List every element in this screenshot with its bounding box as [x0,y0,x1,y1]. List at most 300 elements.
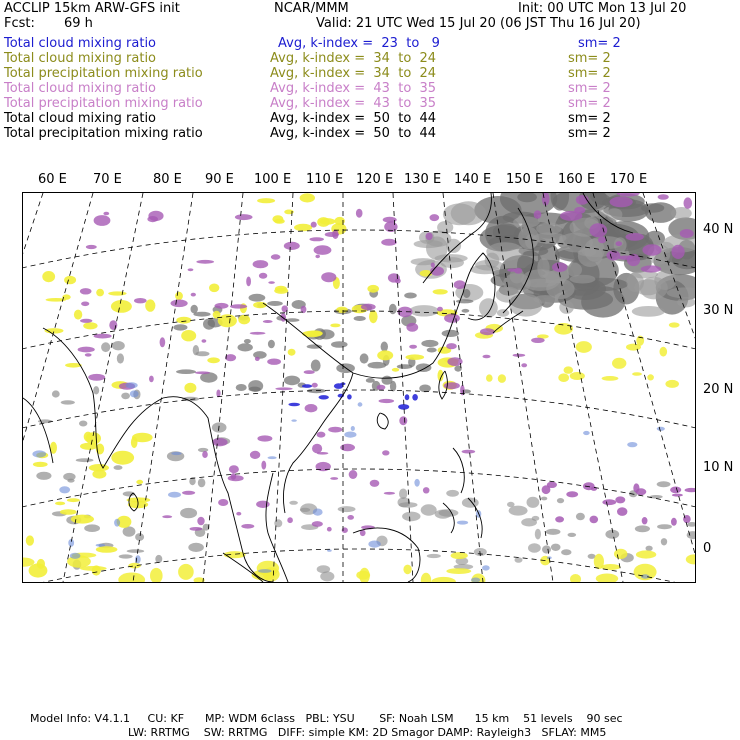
gray-cloud-blob [404,293,417,299]
yellow-cloud-blob [150,568,163,582]
legend-field-name: Total precipitation mixing ratio [4,96,203,111]
gray-cloud-blob [507,502,515,507]
purple-cloud-blob [328,427,342,433]
purple-cloud-blob [349,470,358,479]
gray-cloud-blob [135,533,144,541]
yellow-cloud-blob [612,358,626,369]
yellow-cloud-blob [356,571,370,580]
yellow-cloud-blob [184,383,196,393]
purple-cloud-blob [406,323,418,332]
gray-cloud-blob [123,491,135,496]
yellow-cloud-blob [570,574,581,582]
yellow-cloud-blob [486,374,493,381]
gray-cloud-blob [112,341,125,350]
gray-cloud-blob [311,360,321,372]
gray-cloud-blob [546,529,561,535]
blue-cloud-blob [414,479,419,487]
gray-cloud-blob [446,239,461,253]
yellow-cloud-blob [209,284,219,293]
purple-cloud-blob [642,244,661,255]
purple-cloud-blob [312,521,323,527]
gray-cloud-blob [390,381,396,392]
yellow-cloud-blob [131,437,138,448]
purple-cloud-blob [317,452,329,455]
purple-cloud-blob [381,239,397,246]
gray-cloud-blob [289,501,298,505]
yellow-cloud-blob [336,307,348,313]
gray-cloud-blob [236,384,247,391]
gray-cloud-blob [117,353,124,363]
legend-field-sm: sm= 2 [568,96,611,111]
meridian-line [23,193,93,582]
purple-cloud-blob [305,404,318,412]
gray-cloud-blob [657,524,672,529]
model-info-line1: Model Info: V4.1.1 CU: KF MP: WDM 6class PBL: YSU SF: Noah LSM 15 km 51 levels 90 sec [30,712,623,725]
yellow-cloud-blob [96,546,118,553]
yellow-cloud-blob [207,357,220,363]
gray-cloud-blob [84,524,100,532]
meridian-line [133,193,193,582]
legend-field-avg: Avg, k-index = 34 to 24 [270,51,437,66]
gray-cloud-blob [626,273,644,292]
blue-cloud-blob [168,492,181,498]
yellow-cloud-blob [647,374,654,380]
yellow-cloud-blob [275,286,287,292]
purple-cloud-blob [314,245,332,255]
purple-cloud-blob [626,233,644,241]
purple-cloud-blob [271,254,281,259]
purple-cloud-blob [370,480,380,487]
lat-label: 40 N [703,222,734,237]
purple-cloud-blob [259,273,267,279]
gray-cloud-blob [338,506,356,512]
lon-label: 130 E [404,172,442,187]
legend-field-sm: sm= 2 [568,81,611,96]
purple-cloud-blob [263,320,273,323]
yellow-cloud-blob [67,498,80,502]
gray-cloud-blob [409,305,438,316]
gray-cloud-blob [559,301,574,314]
purple-cloud-blob [80,288,92,294]
yellow-cloud-blob [636,550,656,558]
gray-cloud-blob [244,339,251,344]
purple-cloud-blob [423,487,430,493]
purple-cloud-blob [86,245,97,249]
yellow-cloud-blob [576,341,592,353]
blue-cloud-blob [344,432,356,438]
purple-cloud-blob [332,230,338,239]
lon-label: 160 E [558,172,596,187]
gray-cloud-blob [398,497,411,507]
blue-cloud-blob [32,450,46,457]
purple-cloud-blob [347,515,354,520]
lon-label: 100 E [254,172,292,187]
gray-cloud-blob [671,207,692,219]
gray-cloud-blob [462,498,479,508]
purple-cloud-blob [309,237,324,241]
gray-cloud-blob [485,253,500,269]
legend-field-avg: Avg, k-index = 50 to 44 [270,126,437,141]
yellow-cloud-blob [367,285,379,293]
gray-cloud-blob [38,419,52,423]
gray-cloud-blob [249,294,266,302]
legend-field-sm: sm= 2 [568,51,611,66]
purple-cloud-blob [246,277,251,287]
purple-cloud-blob [340,444,355,451]
purple-cloud-blob [513,354,526,357]
legend-field-sm: sm= 2 [578,36,621,51]
legend-field-avg: Avg, k-index = 34 to 24 [270,66,437,81]
gray-cloud-blob [238,343,253,351]
purple-cloud-blob [103,212,109,216]
gray-cloud-blob [402,512,420,522]
meridian-line [23,193,43,582]
gray-cloud-blob [389,304,397,314]
yellow-cloud-blob [257,198,275,203]
purple-cloud-blob [671,518,677,526]
yellow-cloud-blob [64,276,76,285]
purple-cloud-blob [672,494,683,497]
purple-cloud-blob [312,383,318,388]
purple-cloud-blob [253,260,269,268]
blue-cloud-blob [291,419,296,421]
yellow-cloud-blob [89,464,109,471]
gray-cloud-blob [581,286,625,317]
blue-cloud-blob [268,456,277,459]
yellow-cloud-blob [42,271,55,282]
purple-cloud-blob [88,374,105,381]
yellow-cloud-blob [33,462,48,467]
init-time: Init: 00 UTC Mon 13 Jul 20 [518,1,687,16]
gray-cloud-blob [331,341,348,348]
yellow-cloud-blob [433,289,448,294]
purple-cloud-blob [602,499,616,505]
purple-cloud-blob [426,233,433,241]
purple-cloud-blob [507,268,517,271]
purple-cloud-blob [379,399,395,403]
purple-cloud-blob [395,278,401,283]
yellow-cloud-blob [594,554,604,569]
blue-cloud-blob [70,553,81,559]
gray-cloud-blob [268,340,275,349]
yellow-cloud-blob [451,552,468,559]
purple-cloud-blob [229,465,239,473]
yellow-cloud-blob [238,315,250,325]
gray-cloud-blob [632,306,665,317]
purple-cloud-blob [534,210,542,218]
purple-cloud-blob [444,314,460,323]
gray-cloud-blob [249,387,261,392]
purple-cloud-blob [552,262,567,272]
yellow-cloud-blob [686,554,695,564]
yellow-cloud-blob [406,354,425,360]
yellow-cloud-blob [614,549,627,559]
coastline [377,413,388,429]
yellow-cloud-blob [55,502,65,506]
gray-cloud-blob [456,299,474,303]
blue-cloud-blob [627,442,637,447]
blue-cloud-blob [319,395,329,399]
yellow-cloud-blob [660,347,668,357]
gray-cloud-blob [320,571,334,581]
gray-cloud-blob [368,362,387,369]
yellow-cloud-blob [558,373,569,382]
yellow-cloud-blob [498,374,506,383]
gray-cloud-blob [442,330,460,337]
gray-cloud-blob [193,345,199,355]
gray-cloud-blob [515,557,523,563]
yellow-cloud-blob [136,480,143,484]
gray-cloud-blob [121,393,130,400]
purple-cloud-blob [642,517,648,524]
purple-cloud-blob [195,371,210,374]
purple-cloud-blob [149,376,154,383]
yellow-cloud-blob [71,515,94,524]
blue-cloud-blob [327,549,332,551]
blue-cloud-blob [171,452,181,455]
purple-cloud-blob [85,353,92,356]
gray-cloud-blob [541,497,547,501]
gray-cloud-blob [595,209,608,219]
purple-cloud-blob [202,339,207,342]
purple-cloud-blob [236,512,241,516]
purple-cloud-blob [188,268,194,271]
blue-cloud-blob [351,426,355,431]
blue-cloud-blob [130,390,139,397]
purple-cloud-blob [191,293,196,297]
purple-cloud-blob [225,354,236,361]
gray-cloud-blob [546,279,574,299]
purple-cloud-blob [275,387,292,390]
yellow-cloud-blob [128,563,140,569]
model-title: ACCLIP 15km ARW-GFS init [4,1,180,16]
gray-cloud-blob [421,504,437,515]
yellow-cloud-blob [294,224,312,231]
yellow-cloud-blob [602,376,619,381]
gray-cloud-blob [446,490,459,497]
purple-cloud-blob [171,300,188,308]
gray-cloud-blob [427,554,441,558]
gray-cloud-blob [52,390,60,397]
purple-cloud-blob [444,382,460,389]
purple-cloud-blob [483,355,491,359]
purple-cloud-blob [197,517,204,526]
purple-cloud-blob [267,359,281,365]
legend-field-sm: sm= 2 [568,66,611,81]
purple-cloud-blob [636,488,647,495]
gray-cloud-blob [521,518,537,526]
gray-cloud-blob [155,555,162,563]
gray-cloud-blob [528,543,541,553]
purple-cloud-blob [356,209,363,218]
gray-cloud-blob [561,549,571,555]
gray-cloud-blob [354,316,366,321]
purple-cloud-blob [162,515,172,518]
blue-cloud-blob [358,402,363,406]
purple-cloud-blob [382,450,389,455]
gray-cloud-blob [479,298,498,317]
purple-cloud-blob [377,385,386,390]
lon-label: 110 E [306,172,344,187]
purple-cloud-blob [684,197,693,208]
yellow-cloud-blob [319,218,335,225]
gray-cloud-blob [650,495,663,499]
yellow-cloud-blob [669,322,680,327]
purple-cloud-blob [430,214,440,221]
yellow-cloud-blob [26,535,34,545]
yellow-cloud-blob [392,368,399,372]
legend-field-name: Total cloud mixing ratio [4,111,157,126]
purple-cloud-blob [327,527,332,532]
lat-label: 30 N [703,303,734,318]
legend-field-name: Total cloud mixing ratio [4,36,157,51]
yellow-cloud-blob [431,577,456,582]
purple-cloud-blob [287,517,293,523]
purple-cloud-blob [182,491,195,495]
gray-cloud-blob [397,364,413,369]
purple-cloud-blob [94,215,111,226]
gray-cloud-blob [193,312,210,317]
purple-cloud-blob [261,461,266,470]
purple-cloud-blob [215,303,229,309]
purple-cloud-blob [437,307,443,312]
gray-cloud-blob [570,275,596,284]
purple-cloud-blob [446,343,457,349]
purple-cloud-blob [531,338,545,343]
fcst-label: Fcst: [4,16,35,31]
purple-cloud-blob [555,516,564,522]
purple-cloud-blob [361,304,376,311]
purple-cloud-blob [480,328,495,335]
purple-cloud-blob [312,444,322,454]
yellow-cloud-blob [218,314,237,327]
gray-cloud-blob [443,203,476,225]
blue-cloud-blob [59,486,70,493]
purple-cloud-blob [196,260,214,264]
purple-cloud-blob [109,320,117,330]
purple-cloud-blob [462,450,476,454]
gray-cloud-blob [67,479,74,483]
yellow-cloud-blob [176,317,191,324]
lat-label: 20 N [703,382,734,397]
gray-cloud-blob [607,208,623,221]
purple-cloud-blob [560,211,582,221]
yellow-cloud-blob [74,310,82,320]
purple-cloud-blob [255,357,260,361]
yellow-cloud-blob [570,372,585,380]
gray-cloud-blob [576,513,585,520]
purple-cloud-blob [670,487,681,494]
gray-cloud-blob [173,324,187,330]
gray-cloud-blob [542,545,551,553]
lat-label: 0 [703,541,712,556]
purple-cloud-blob [431,263,435,268]
purple-cloud-blob [250,332,266,335]
gray-cloud-blob [123,526,136,536]
lon-label: 170 E [610,172,648,187]
blue-cloud-blob [302,384,312,388]
gray-cloud-blob [198,448,208,452]
yellow-cloud-blob [446,568,471,574]
gray-cloud-blob [176,369,196,374]
purple-cloud-blob [384,492,395,495]
coastline [283,373,353,513]
purple-cloud-blob [78,347,95,353]
legend-field-avg: Avg, k-index = 43 to 35 [270,96,437,111]
gray-cloud-blob [61,400,75,404]
yellow-cloud-blob [274,219,285,224]
purple-cloud-blob [235,214,253,220]
gray-cloud-blob [551,544,561,551]
gray-cloud-blob [558,233,593,253]
gray-cloud-blob [93,386,99,394]
purple-cloud-blob [617,507,627,516]
gray-cloud-blob [191,305,198,314]
yellow-cloud-blob [175,292,183,300]
gray-cloud-blob [188,543,204,552]
purple-cloud-blob [330,477,338,480]
blue-cloud-blob [412,394,418,401]
lon-label: 150 E [506,172,544,187]
yellow-cloud-blob [632,372,642,376]
blue-cloud-blob [313,509,323,516]
purple-cloud-blob [672,245,685,259]
purple-cloud-blob [256,501,270,508]
purple-cloud-blob [317,432,326,438]
blue-cloud-blob [126,382,138,388]
purple-cloud-blob [230,304,247,308]
yellow-cloud-blob [403,565,411,575]
gray-cloud-blob [677,297,695,307]
purple-cloud-blob [685,488,695,492]
gray-cloud-blob [567,263,582,277]
yellow-cloud-blob [330,324,340,328]
blue-cloud-blob [482,565,490,570]
gray-cloud-blob [284,376,300,386]
legend-field-avg: Avg, k-index = 23 to 9 [278,36,440,51]
legend-field-avg: Avg, k-index = 50 to 44 [270,111,437,126]
purple-cloud-blob [641,265,662,272]
gray-cloud-blob [101,342,110,352]
purple-cloud-blob [134,298,147,303]
yellow-cloud-blob [300,193,315,202]
purple-cloud-blob [148,211,163,221]
purple-cloud-blob [589,223,607,237]
gray-cloud-blob [439,509,459,517]
yellow-cloud-blob [178,564,194,580]
purple-cloud-blob [190,527,203,531]
blue-cloud-blob [368,541,380,548]
gray-cloud-blob [661,538,667,545]
legend-field-name: Total precipitation mixing ratio [4,126,203,141]
yellow-cloud-blob [108,291,126,295]
yellow-cloud-blob [145,299,155,311]
purple-cloud-blob [615,496,625,503]
purple-cloud-blob [315,255,320,259]
purple-cloud-blob [218,499,228,506]
purple-cloud-blob [284,242,300,250]
valid-time: Valid: 21 UTC Wed 15 Jul 20 (06 JST Thu 16 Jul 20) [316,16,641,31]
purple-cloud-blob [566,491,578,497]
gray-cloud-blob [657,481,671,487]
purple-cloud-blob [547,482,557,488]
purple-cloud-blob [160,337,166,347]
yellow-cloud-blob [60,509,77,515]
gray-cloud-blob [568,533,577,537]
blue-cloud-blob [405,394,410,400]
yellow-cloud-blob [181,330,196,341]
gray-cloud-blob [635,525,650,532]
